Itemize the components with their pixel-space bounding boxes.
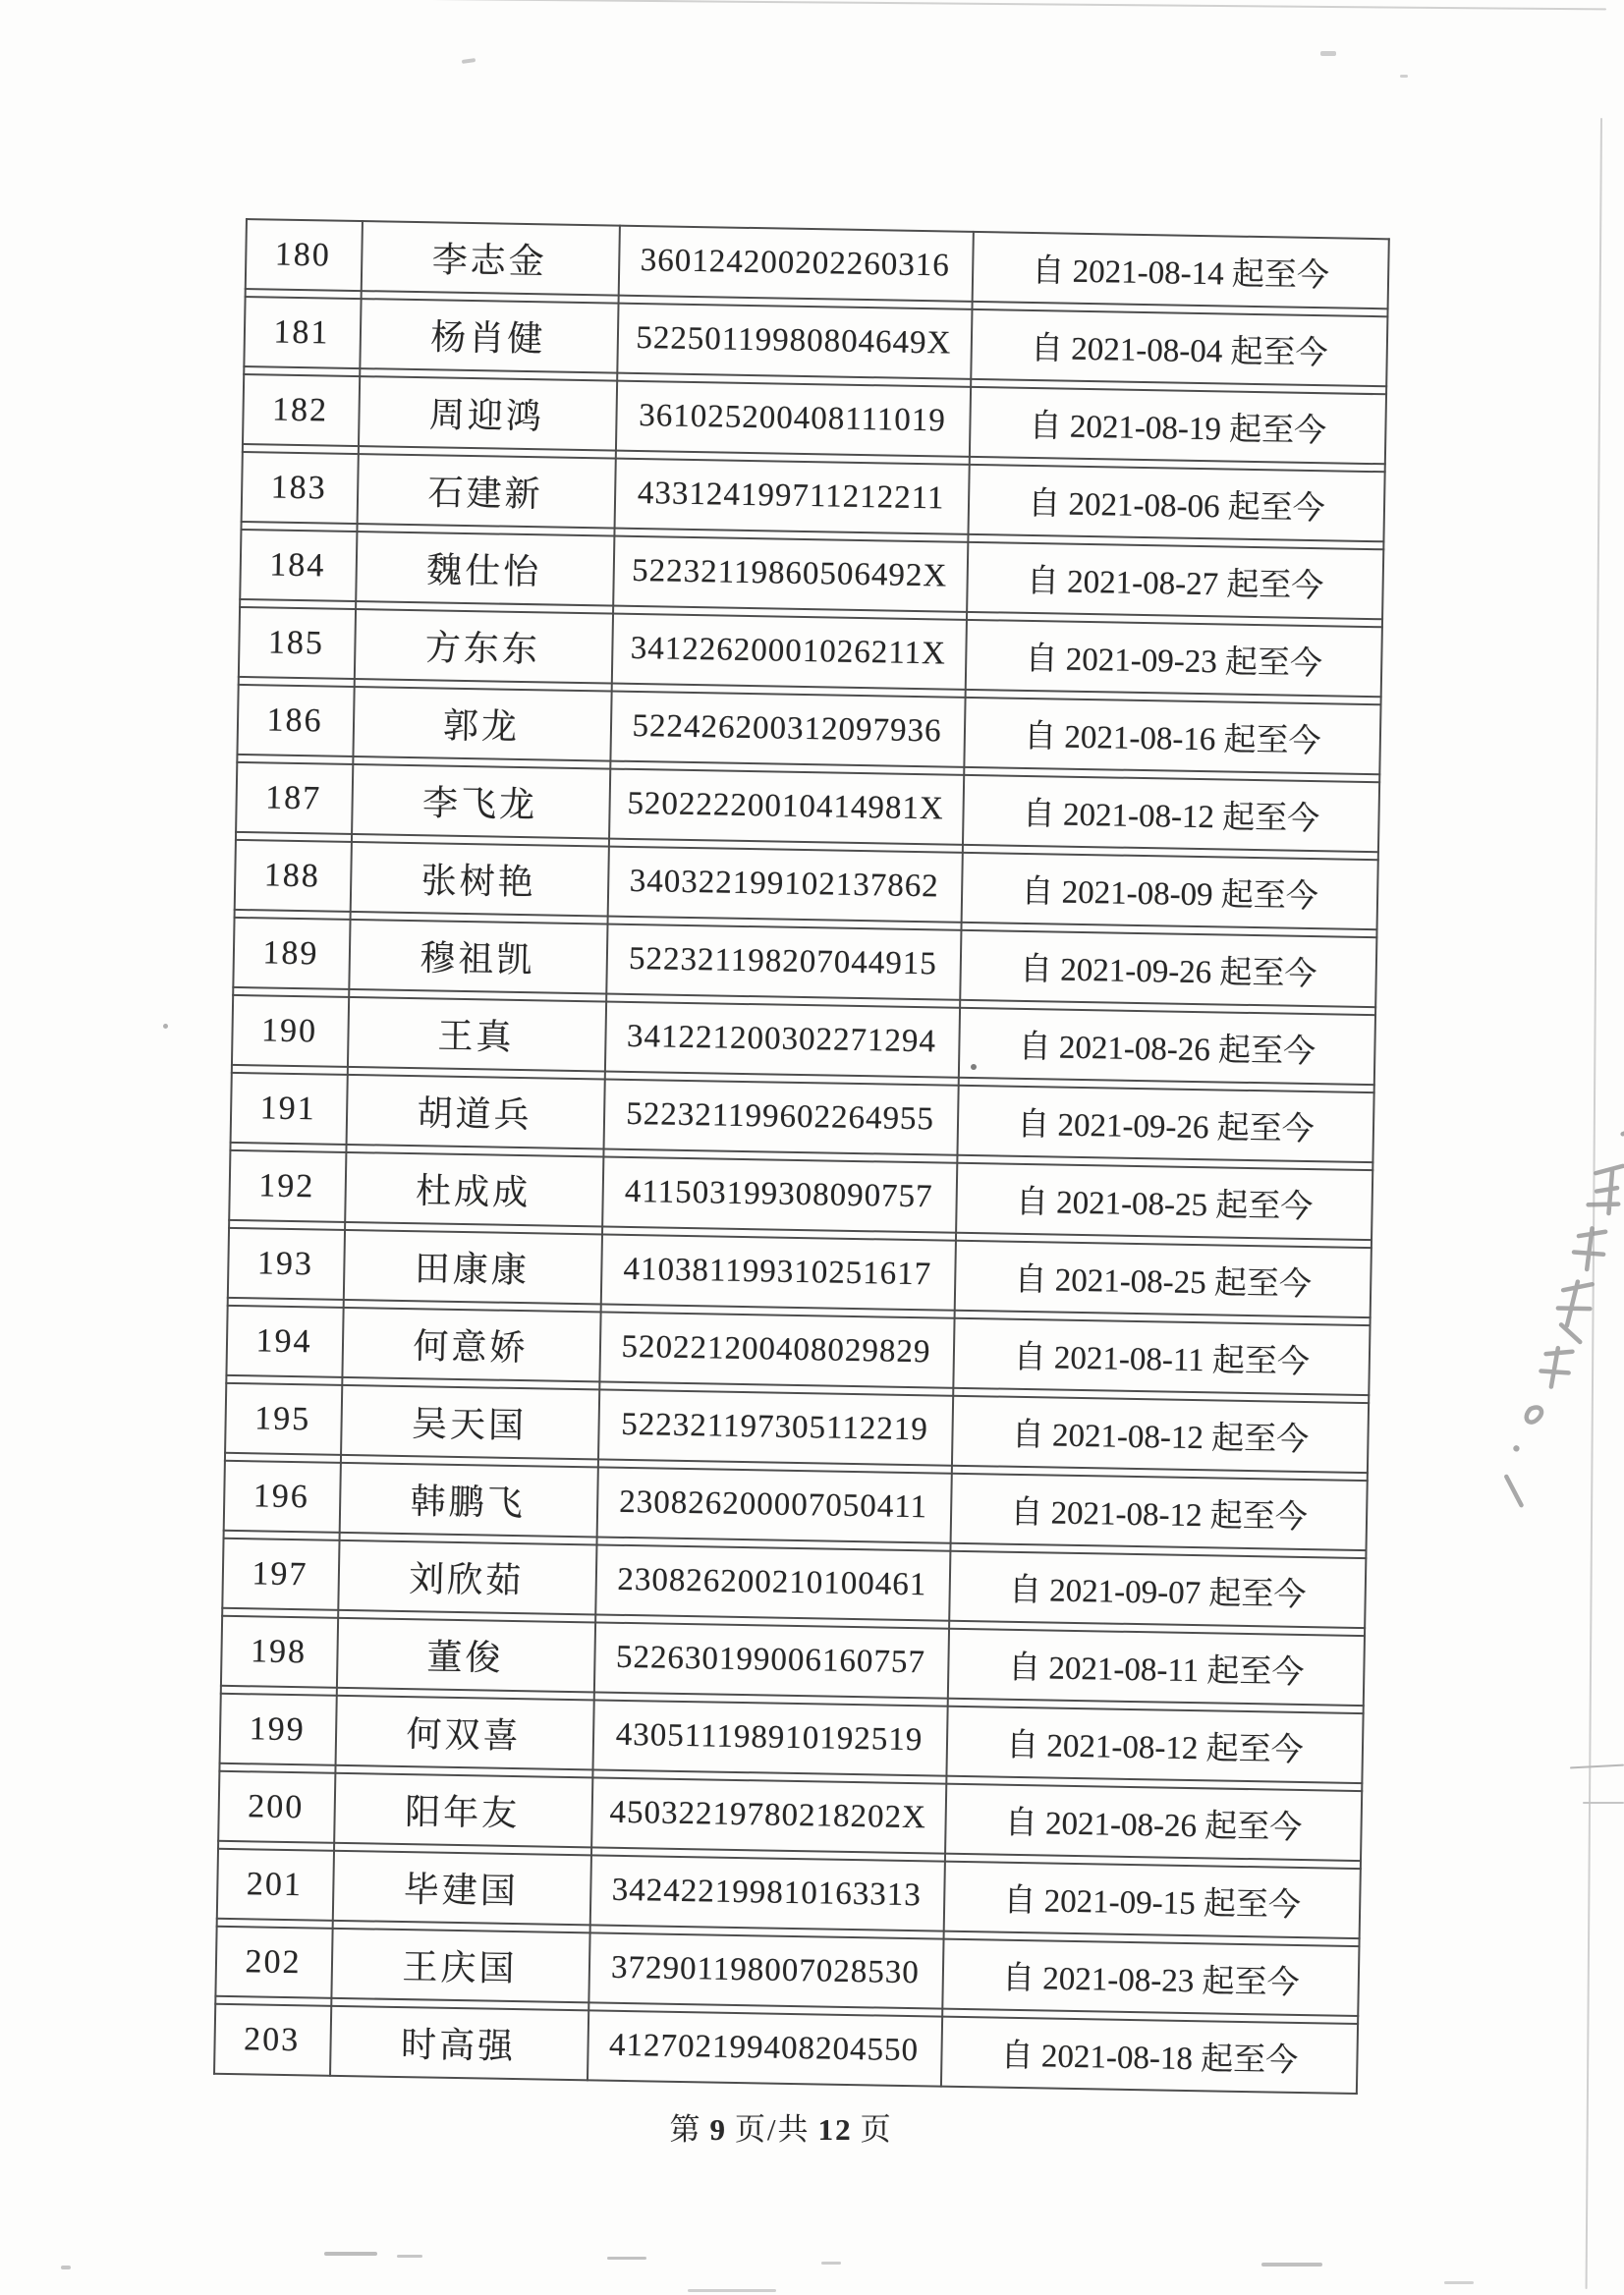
period-cell: 自 2021-08-23 起至今: [1001, 1960, 1300, 2001]
id-number-cell: 522321199602264955: [625, 1095, 935, 1138]
period-cell: 自 2021-08-04 起至今: [1030, 330, 1328, 372]
scan-artifact-line: [1570, 1764, 1624, 1769]
footer-total-pages: 12: [817, 2112, 853, 2147]
id-number-cell: 522321198207044915: [628, 940, 938, 982]
name-cell: 石建新: [427, 473, 543, 515]
scan-artifact-line: [1583, 1802, 1624, 1804]
row-number-cell: 183: [270, 468, 328, 506]
row-number-cell: 196: [252, 1477, 310, 1515]
id-number-cell: 520221200408029829: [621, 1328, 931, 1371]
scan-top-edge-line: [383, 0, 1606, 10]
scan-speck: [1320, 51, 1336, 56]
name-cell: 杜成成: [415, 1171, 532, 1213]
margin-handwriting-artifact: [1474, 1103, 1624, 1559]
table-row: [227, 1227, 1372, 1318]
scan-speck: [61, 2266, 71, 2269]
table-row: [220, 1615, 1366, 1707]
table-row: [228, 1149, 1373, 1241]
row-number-cell: 187: [264, 778, 322, 816]
row-number-cell: 188: [263, 856, 321, 894]
name-cell: 阳年友: [404, 1792, 521, 1834]
period-cell: 自 2021-09-26 起至今: [1019, 951, 1317, 993]
table-row: [230, 1072, 1375, 1163]
id-number-cell: 52250119980804649X: [636, 319, 952, 362]
period-cell: 自 2021-08-19 起至今: [1029, 408, 1327, 450]
row-number-cell: 184: [269, 545, 326, 584]
period-cell: 自 2021-08-25 起至今: [1014, 1261, 1313, 1304]
period-cell: 自 2021-09-15 起至今: [1003, 1882, 1302, 1925]
row-number-cell: 202: [245, 1942, 302, 1981]
table-row: [245, 218, 1390, 309]
name-cell: 韩鹏飞: [410, 1482, 527, 1524]
scan-speck: [1444, 2281, 1474, 2284]
table-row: [231, 994, 1376, 1086]
table-row: [214, 1926, 1360, 2017]
name-cell: 何双喜: [406, 1714, 522, 1757]
row-number-cell: 200: [247, 1787, 305, 1825]
id-number-cell: 230826200007050411: [619, 1483, 928, 1526]
name-cell: 吴天国: [411, 1404, 528, 1446]
personnel-roster-table: [213, 218, 1390, 2095]
row-number-cell: 201: [246, 1865, 304, 1903]
scan-speck: [607, 2257, 646, 2260]
name-cell: 王庆国: [402, 1947, 518, 1989]
scan-speck: [1261, 2263, 1322, 2267]
period-cell: 自 2021-08-26 起至今: [1018, 1029, 1316, 1071]
name-cell: 毕建国: [403, 1870, 520, 1912]
table-rows: [213, 218, 1390, 2095]
period-cell: 自 2021-09-26 起至今: [1016, 1106, 1316, 1148]
period-cell: 自 2021-08-12 起至今: [1011, 1417, 1310, 1459]
page-edge-line: [1586, 118, 1602, 2289]
period-cell: 自 2021-08-06 起至今: [1027, 485, 1326, 528]
row-number-cell: 203: [243, 2020, 301, 2058]
table-row: [235, 761, 1380, 853]
row-number-cell: 180: [274, 236, 332, 274]
id-number-cell: 522630199006160757: [615, 1639, 926, 1681]
id-number-cell: 361025200408111019: [638, 398, 947, 439]
name-cell: 杨肖健: [430, 317, 546, 360]
scan-speck: [462, 58, 476, 64]
id-number-cell: 45032219780218202X: [609, 1794, 927, 1836]
id-number-cell: 433124199711212211: [637, 476, 945, 517]
period-cell: 自 2021-08-12 起至今: [1010, 1494, 1309, 1537]
name-cell: 李飞龙: [421, 783, 538, 825]
row-number-cell: 185: [267, 623, 325, 661]
period-cell: 自 2021-08-16 起至今: [1023, 718, 1321, 760]
id-number-cell: 411503199308090757: [624, 1173, 933, 1215]
name-cell: 何意娇: [413, 1326, 529, 1369]
id-number-cell: 52022220010414981X: [627, 785, 945, 827]
row-number-cell: 191: [259, 1089, 317, 1127]
name-cell: 刘欣茹: [408, 1559, 525, 1601]
id-number-cell: 34122620001026211X: [630, 630, 947, 672]
name-cell: 董俊: [426, 1637, 504, 1678]
table-row: [216, 1848, 1362, 1939]
row-number-cell: 197: [252, 1554, 308, 1593]
table-row: [217, 1770, 1363, 1862]
row-number-cell: 194: [255, 1321, 312, 1360]
scan-speck: [821, 2262, 841, 2265]
row-number-cell: 195: [253, 1399, 311, 1437]
row-number-cell: 199: [249, 1709, 306, 1748]
id-number-cell: 372901198007028530: [610, 1949, 921, 1991]
period-cell: 自 2021-08-11 起至今: [1013, 1339, 1311, 1381]
name-cell: 李志金: [431, 240, 548, 282]
name-cell: 穆祖凯: [420, 938, 535, 980]
footer-separator: 页/共: [734, 2112, 811, 2147]
id-number-cell: 410381199310251617: [623, 1251, 932, 1293]
table-row: [225, 1305, 1371, 1396]
id-number-cell: 340322199102137862: [629, 863, 940, 905]
row-number-cell: 190: [260, 1011, 318, 1049]
footer-suffix: 页: [860, 2112, 893, 2147]
table-row: [219, 1693, 1365, 1784]
table-row: [243, 296, 1388, 387]
name-cell: 胡道兵: [417, 1093, 532, 1136]
name-cell: 田康康: [414, 1249, 531, 1291]
period-cell: 自 2021-08-09 起至今: [1021, 873, 1319, 916]
period-cell: 自 2021-08-12 起至今: [1022, 796, 1320, 838]
name-cell: 王真: [437, 1016, 515, 1057]
table-row: [238, 606, 1383, 698]
period-cell: 自 2021-09-23 起至今: [1025, 641, 1323, 683]
period-cell: 自 2021-08-18 起至今: [1000, 2038, 1299, 2079]
table-row: [241, 451, 1386, 542]
id-number-cell: 522426200312097936: [632, 707, 942, 750]
id-number-cell: 412702199408204550: [608, 2027, 920, 2069]
period-cell: 自 2021-08-26 起至今: [1004, 1805, 1303, 1847]
row-number-cell: 198: [250, 1632, 308, 1670]
row-number-cell: 186: [266, 700, 323, 739]
period-cell: 自 2021-08-11 起至今: [1007, 1650, 1305, 1692]
scan-speck: [163, 1024, 168, 1029]
name-cell: 周迎鸿: [428, 395, 545, 437]
period-cell: 自 2021-08-14 起至今: [1032, 252, 1330, 295]
period-cell: 自 2021-08-12 起至今: [1005, 1727, 1304, 1769]
row-number-cell: 181: [273, 313, 330, 352]
period-cell: 自 2021-08-25 起至今: [1015, 1184, 1314, 1226]
name-cell: 魏仕怡: [425, 550, 542, 592]
period-cell: 自 2021-09-07 起至今: [1008, 1572, 1307, 1614]
id-number-cell: 52232119860506492X: [631, 552, 948, 594]
page-footer: [535, 2104, 1027, 2149]
row-number-cell: 193: [256, 1244, 314, 1282]
name-cell: 郭龙: [442, 705, 521, 747]
table-row: [239, 529, 1384, 620]
id-number-cell: 230826200210100461: [617, 1561, 927, 1603]
table-row: [234, 839, 1379, 930]
footer-prefix: 第: [669, 2112, 702, 2147]
id-number-cell: 430511198910192519: [615, 1716, 924, 1759]
table-row: [221, 1538, 1367, 1629]
table-row: [224, 1382, 1370, 1474]
id-number-cell: 522321197305112219: [621, 1406, 929, 1448]
scan-speck: [397, 2255, 422, 2258]
row-number-cell: 189: [262, 933, 319, 972]
table-row: [232, 917, 1377, 1008]
name-cell: 张树艳: [420, 861, 537, 903]
table-row: [242, 373, 1387, 465]
id-number-cell: 341221200302271294: [626, 1018, 937, 1060]
row-number-cell: 182: [271, 391, 329, 428]
table-row: [223, 1460, 1369, 1551]
id-number-cell: 342422199810163313: [611, 1872, 923, 1914]
scan-speck: [1400, 75, 1408, 78]
row-number-cell: 192: [257, 1166, 315, 1204]
name-cell: 时高强: [400, 2025, 517, 2067]
table-row: [213, 2003, 1359, 2095]
footer-page-number: 9: [709, 2112, 727, 2147]
scan-speck: [688, 2289, 776, 2292]
table-row: [236, 684, 1381, 775]
period-cell: 自 2021-08-27 起至今: [1026, 563, 1324, 605]
scan-speck: [324, 2252, 377, 2256]
id-number-cell: 360124200202260316: [640, 243, 951, 284]
name-cell: 方东东: [424, 628, 541, 670]
